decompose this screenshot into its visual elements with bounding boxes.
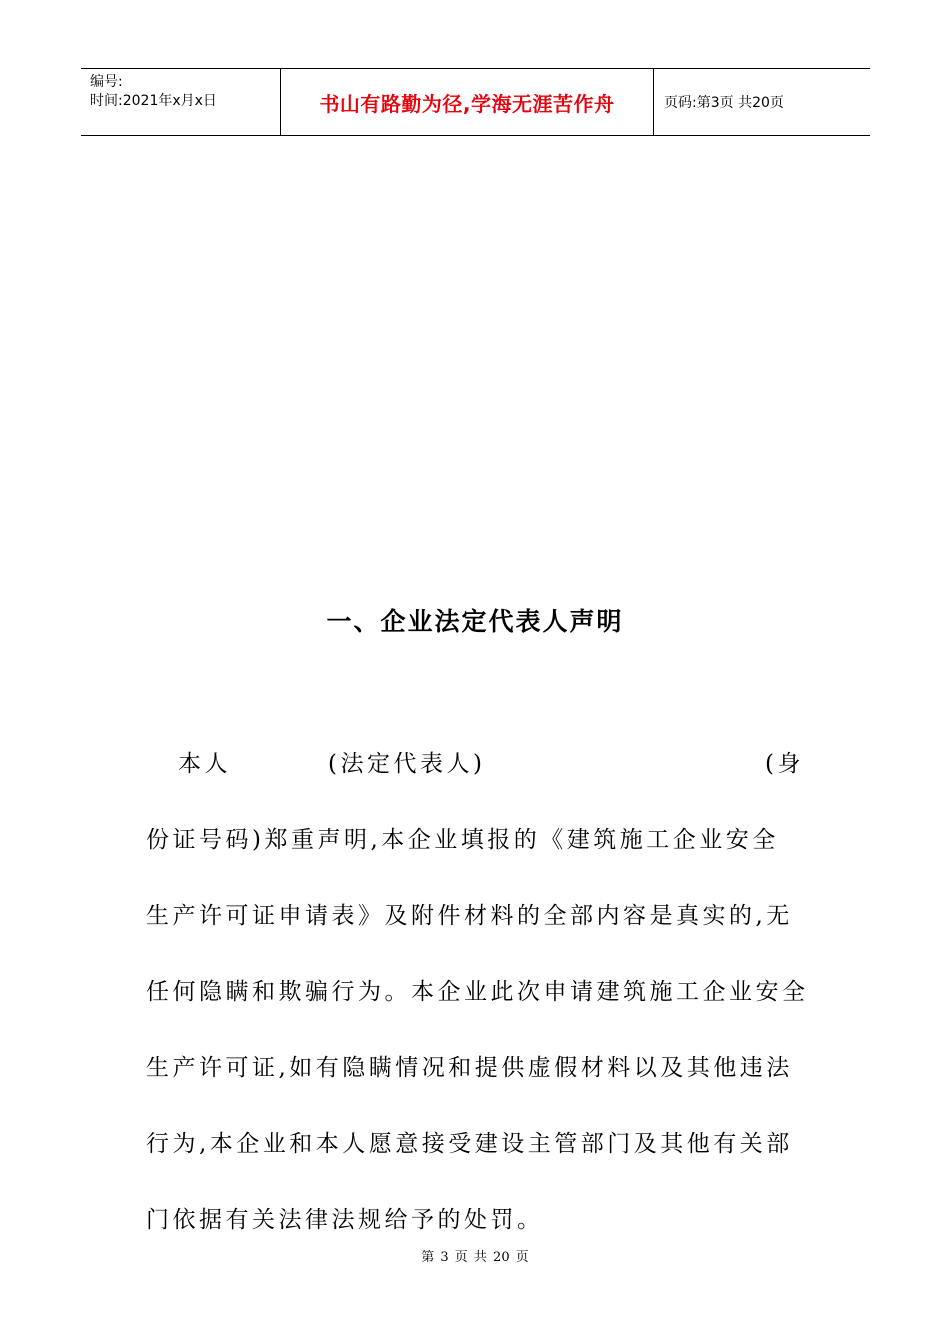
declaration-line: 生产许可证申请表》及附件材料的全部内容是真实的,无	[146, 903, 793, 929]
page-header	[81, 68, 870, 136]
declaration-body	[146, 726, 809, 1258]
page-footer: 第 3 页 共 20 页	[421, 1250, 529, 1265]
declaration-line: 行为,本企业和本人愿意接受建设主管部门及其他有关部	[146, 1131, 793, 1157]
declaration-line: 份证号码)郑重声明,本企业填报的《建筑施工企业安全	[146, 827, 779, 853]
declaration-line: 任何隐瞒和欺骗行为。本企业此次申请建筑施工企业安全	[146, 979, 809, 1005]
section-title: 一、企业法定代表人声明	[326, 607, 624, 636]
declaration-line: 生产许可证,如有隐瞒情况和提供虚假材料以及其他违法	[146, 1055, 793, 1081]
declaration-text-id-start: (身	[765, 751, 804, 777]
header-meta	[81, 69, 281, 135]
declaration-text-legal-rep: (法定代表人)	[328, 751, 486, 777]
declaration-line: 门依据有关法律法规给予的处罚。	[146, 1207, 544, 1233]
document-time-label: 时间:2021年x月x日	[90, 93, 217, 109]
document-number-label: 编号:	[90, 74, 123, 90]
header-page-info: 页码:第3页 共20页	[664, 95, 784, 111]
declaration-line-1	[146, 726, 806, 802]
header-motto: 书山有路勤为径,学海无涯苦作舟	[281, 69, 654, 135]
declaration-text-self: 本人	[178, 751, 231, 777]
